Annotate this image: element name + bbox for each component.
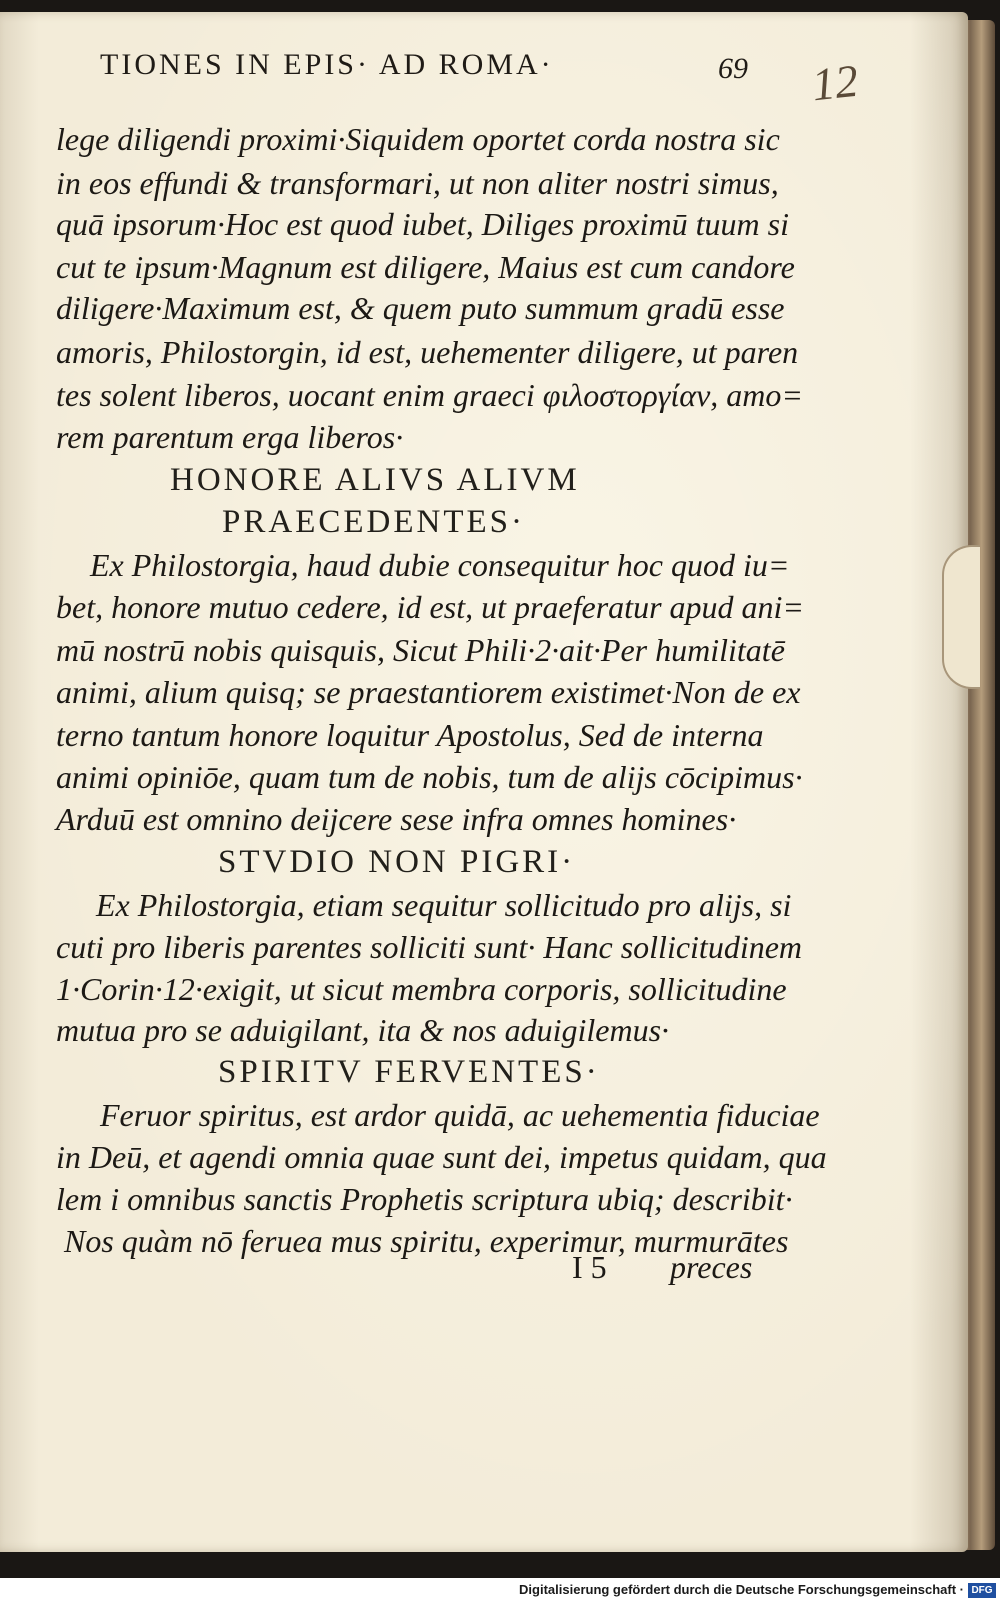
text-line: Ex Philostorgia, haud dubie consequitur hoc quod iu=	[90, 547, 790, 583]
handwritten-note: 12	[809, 54, 861, 111]
clasp-tab	[942, 545, 980, 689]
section-heading: PRAECEDENTES·	[222, 504, 525, 540]
text-line: lege diligendi proximi·Siquidem oportet corda nostra sic	[56, 121, 780, 157]
text-line: in eos effundi & transformari, ut non aliter nostri simus,	[56, 165, 779, 201]
footer-bar	[0, 1578, 1000, 1604]
dfg-logo: DFG	[968, 1583, 996, 1598]
text-line: lem i omnibus sanctis Prophetis scriptura ubiq; describit·	[56, 1181, 793, 1217]
text-line: Arduū est omnino deijcere sese infra omnes homines·	[56, 801, 737, 837]
text-line: tes solent liberos, uocant enim graeci φιλοστοργίαν, amo=	[56, 377, 803, 413]
section-heading: STVDIO NON PIGRI·	[218, 844, 576, 880]
text-line: cut te ipsum·Magnum est diligere, Maius est cum candore	[56, 249, 795, 285]
section-heading: HONORE ALIVS ALIVM	[170, 462, 580, 498]
text-line: animi opiniōe, quam tum de nobis, tum de alijs cōcipimus·	[56, 759, 803, 795]
footer-credit: Digitalisierung gefördert durch die Deutsche Forschungsgemeinschaft ·	[519, 1582, 964, 1597]
text-line: Ex Philostorgia, etiam sequitur sollicitudo pro alijs, si	[96, 887, 792, 923]
text-line: Feruor spiritus, est ardor quidā, ac uehementia fiduciae	[100, 1097, 820, 1133]
section-heading: SPIRITV FERVENTES·	[218, 1054, 600, 1090]
text-line: mutua pro se aduigilant, ita & nos aduigilemus·	[56, 1012, 670, 1048]
catchword: preces	[670, 1249, 753, 1285]
text-line: terno tantum honore loquitur Apostolus, Sed de interna	[56, 717, 764, 753]
signature-mark: I 5	[572, 1249, 607, 1285]
text-line: in Deū, et agendi omnia quae sunt dei, impetus quidam, qua	[56, 1139, 827, 1175]
text-line: amoris, Philostorgin, id est, uehementer diligere, ut paren	[56, 334, 799, 370]
text-line: 1·Corin·12·exigit, ut sicut membra corporis, sollicitudine	[56, 971, 787, 1007]
text-line: animi, alium quisq; se praestantiorem existimet·Non de ex	[56, 674, 801, 710]
text-line: cuti pro liberis parentes solliciti sunt· Hanc sollicitudinem	[56, 929, 803, 965]
folio-number: 69	[718, 52, 748, 85]
text-line: mū nostrū nobis quisquis, Sicut Phili·2·ait·Per humilitatē	[56, 632, 785, 668]
running-head: TIONES IN EPIS· AD ROMA·	[100, 48, 554, 81]
text-line: quā ipsorum·Hoc est quod iubet, Diliges proximū tuum si	[56, 206, 789, 242]
text-line: rem parentum erga liberos·	[56, 419, 404, 455]
text-line: Nos quàm nō feruea mus spiritu, experimur, murmurātes	[64, 1223, 789, 1259]
text-line: bet, honore mutuo cedere, id est, ut praeferatur apud ani=	[56, 589, 804, 625]
text-line: diligere·Maximum est, & quem puto summum gradū esse	[56, 290, 785, 326]
